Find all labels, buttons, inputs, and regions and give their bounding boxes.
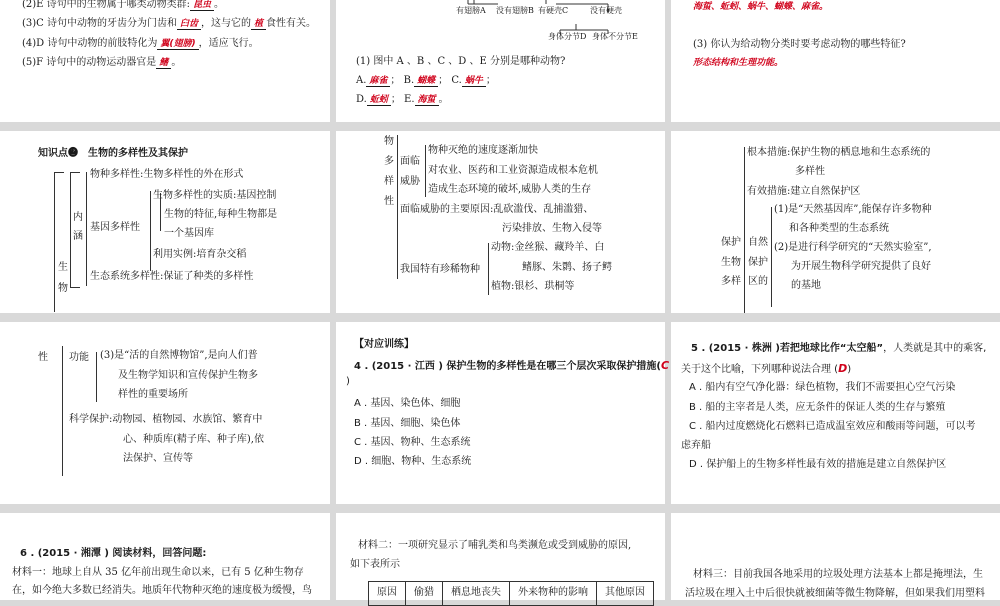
side-char-1: 物 <box>384 136 394 147</box>
table-header: 外来物种的影响 <box>510 582 597 606</box>
side-char-2: 多 <box>384 156 394 167</box>
side-diverse: 多样 <box>721 276 741 287</box>
label-sheng: 生 <box>58 262 68 273</box>
table-header: 偷猎 <box>406 582 443 606</box>
gene-diversity-essence-2: 生物的特征,每种生物都是 <box>164 209 278 220</box>
threat-causes: 面临威胁的主要原因:乱砍滥伐、乱捕滥猎、 <box>400 204 594 215</box>
threat-causes-table <box>368 581 654 606</box>
slide-protection-continued <box>0 322 330 504</box>
question-6: 6 . (2015 · 湘潭 ) 阅读材料，回答问题: <box>20 548 207 559</box>
option-c-cont: 虑弃船 <box>681 440 711 451</box>
tree-node-a: 有翅膀A <box>456 6 486 15</box>
gene-diversity-essence: 生物多样性的实质:基因控制 <box>153 190 277 201</box>
threat-2: 对农业、医药和工业资源造成根本危机 <box>428 165 598 176</box>
tree-node-c: 有硬壳C <box>538 6 569 15</box>
option-c: C . 船内过度燃烧化石燃料已造成温室效应和酸雨等问题，可以考 <box>689 421 976 432</box>
question-4: (4)D 诗句中动物的前肢特化为 翼(翅膀) ，适应飞行。 <box>22 38 259 49</box>
gene-diversity-label: 基因多样性 <box>90 222 140 233</box>
tree-node-no-shell: 没有硬壳 <box>590 6 622 15</box>
scientific-protection-2: 心、种质库(精子库、种子库),依 <box>123 434 264 445</box>
tree-node-d: 身体分节D <box>548 32 587 41</box>
gene-diversity-essence-3: 一个基因库 <box>164 228 214 239</box>
question-3-feature: (3) 你认为给动物分类时要考虑动物的哪些特征? <box>693 39 906 50</box>
question-2: (2)E 诗句中的生物属于哪类动物类群: 昆虫 。 <box>22 0 225 10</box>
slide-biodiversity-meaning <box>0 131 330 313</box>
fundamental-measure-2: 多样性 <box>795 166 825 177</box>
reserve-function-2c: 的基地 <box>791 280 821 291</box>
rare-animals-2: 鳍豚、朱鹮、扬子鳄 <box>522 262 612 273</box>
scientific-protection: 科学保护:动物园、植物园、水族馆、繁育中 <box>69 414 263 425</box>
question-5: 5 . (2015 · 株洲 )若把地球比作“太空船”，人类就是其中的乘客, <box>691 343 987 354</box>
scientific-protection-3: 法保护、宣传等 <box>123 453 193 464</box>
museum-function: (3)是“活的自然博物馆”,是向人们普 <box>100 350 258 361</box>
option-b: B . 基因、细胞、染色体 <box>354 418 461 429</box>
slide-material-2 <box>336 513 665 600</box>
museum-function-2: 及生物学知识和宣传保护生物多 <box>118 370 258 381</box>
option-b: B . 船的主宰者是人类，应无条件的保证人类的生存与繁殖 <box>689 402 946 413</box>
rare-plants: 植物:银杉、珙桐等 <box>491 281 575 292</box>
answer-feature: 形态结构和生理功能。 <box>693 58 784 68</box>
slide-biodiversity-threats <box>336 131 665 313</box>
tree-node-b: 没有翅膀B <box>496 6 534 15</box>
label-mianlin: 面临 <box>400 156 420 167</box>
exercise-title: 【对应训练】 <box>354 339 414 350</box>
table-header: 其他原因 <box>597 582 654 606</box>
slide-exercise-4 <box>336 322 670 504</box>
slide-exercise-5 <box>671 322 1000 504</box>
material-3-line1: 材料三：目前我国各地采用的垃圾处理方法基本上都是掩埋法，生 <box>693 569 983 580</box>
rare-animals: 动物:金丝猴、藏羚羊、白 <box>491 242 605 253</box>
reserve-function-2: (2)是进行科学研究的“天然实验室”, <box>774 242 932 253</box>
option-d: D . 保护船上的生物多样性最有效的措施是建立自然保护区 <box>689 459 947 470</box>
question-3: (3)C 诗句中动物的牙齿分为门齿和 臼齿 ，这与它的 植 食性有关。 <box>22 18 317 29</box>
question-1: (1) 图中 A 、B 、C 、D 、E 分别是哪种动物? <box>356 56 566 67</box>
side-protect: 保护 <box>721 237 741 248</box>
label-nei: 内 <box>73 212 83 223</box>
label-weixie: 威胁 <box>400 176 420 187</box>
material-1-line1: 材料一：地球上自从 35 亿年前出现生命以来，已有 5 亿种生物存 <box>12 567 304 578</box>
slide-material-3 <box>671 513 1000 600</box>
question-5-line2: 关于这个比喻，下列哪种说法合理 (D) <box>681 362 852 375</box>
tree-node-e: 身体不分节E <box>592 32 638 41</box>
label-wu: 物 <box>58 283 68 294</box>
label-han: 涵 <box>73 231 83 242</box>
slide-classification-tree <box>336 0 665 122</box>
threat-1: 物种灭绝的速度逐渐加快 <box>428 145 538 156</box>
species-diversity: 物种多样性:生物多样性的外在形式 <box>90 169 244 180</box>
option-a: A . 船内有空气净化器：绿色植物，我们不需要担心空气污染 <box>689 382 956 393</box>
threat-causes-2: 污染排放、生物入侵等 <box>502 223 602 234</box>
table-header: 原因 <box>369 582 406 606</box>
threat-3: 造成生态环境的破坏,威胁人类的生存 <box>428 184 592 195</box>
material-1-line2: 在，如今绝大多数已经消失。地质年代物种灭绝的速度极为缓慢，鸟 <box>12 585 312 596</box>
label-function: 功能 <box>69 352 89 363</box>
side-area: 区的 <box>748 276 768 287</box>
gene-diversity-example: 利用实例:培育杂交稻 <box>153 249 247 260</box>
side-char-4: 性 <box>384 196 394 207</box>
reserve-function-1: (1)是“天然基因库”,能保存许多物种 <box>774 204 932 215</box>
museum-function-3: 样性的重要场所 <box>118 389 188 400</box>
rare-species-label: 我国特有珍稀物种 <box>400 264 480 275</box>
table-header-row <box>369 582 654 606</box>
slide-classification-answers <box>671 0 1000 122</box>
material-2-line2: 如下表所示 <box>350 559 400 570</box>
slide-animal-poem-questions <box>0 0 330 122</box>
question-5: (5)F 诗句中的动物运动器官是 鳍 。 <box>22 57 182 68</box>
side-reserve: 保护 <box>748 257 768 268</box>
option-c: C . 基因、物种、生态系统 <box>354 437 471 448</box>
option-d: D . 细胞、物种、生态系统 <box>354 456 472 467</box>
slide-exercise-6 <box>0 513 330 600</box>
answers-de: D. 蚯蚓 ； E. 海蜇 。 <box>356 94 449 105</box>
fundamental-measure: 根本措施:保护生物的栖息地和生态系统的 <box>747 147 931 158</box>
side-nature: 自然 <box>748 237 768 248</box>
effective-measure: 有效措施:建立自然保护区 <box>747 186 861 197</box>
label-xing: 性 <box>38 352 48 363</box>
answer-animal-list: 海蜇、蚯蚓、蜗牛、蝴蝶、麻雀。 <box>693 2 829 12</box>
side-bio: 生物 <box>721 257 741 268</box>
reserve-function-2b: 为开展生物科学研究提供了良好 <box>791 261 931 272</box>
question-4-close: ) <box>346 376 350 387</box>
slide-biodiversity-protection <box>671 131 1000 313</box>
reserve-function-1b: 和各种类型的生态系统 <box>789 223 889 234</box>
knowledge-point-heading: 知识点❷ 生物的多样性及其保护 <box>38 148 188 159</box>
side-char-3: 样 <box>384 176 394 187</box>
question-4: 4 . (2015 · 江西 ) 保护生物的多样性是在哪三个层次采取保护措施(C <box>354 359 670 372</box>
table-header: 栖息地丧失 <box>443 582 510 606</box>
answers-abc: A. 麻雀 ； B. 蝴蝶 ； C. 蜗牛 ； <box>356 75 496 86</box>
material-3-line2: 活垃圾在埋入土中后很快就被细菌等微生物降解，但如果我们用塑料 <box>685 588 985 599</box>
option-a: A . 基因、染色体、细胞 <box>354 398 461 409</box>
ecosystem-diversity: 生态系统多样性:保证了种类的多样性 <box>90 271 254 282</box>
material-2-line1: 材料二：一项研究显示了哺乳类和鸟类濒危或受到威胁的原因, <box>358 540 632 551</box>
